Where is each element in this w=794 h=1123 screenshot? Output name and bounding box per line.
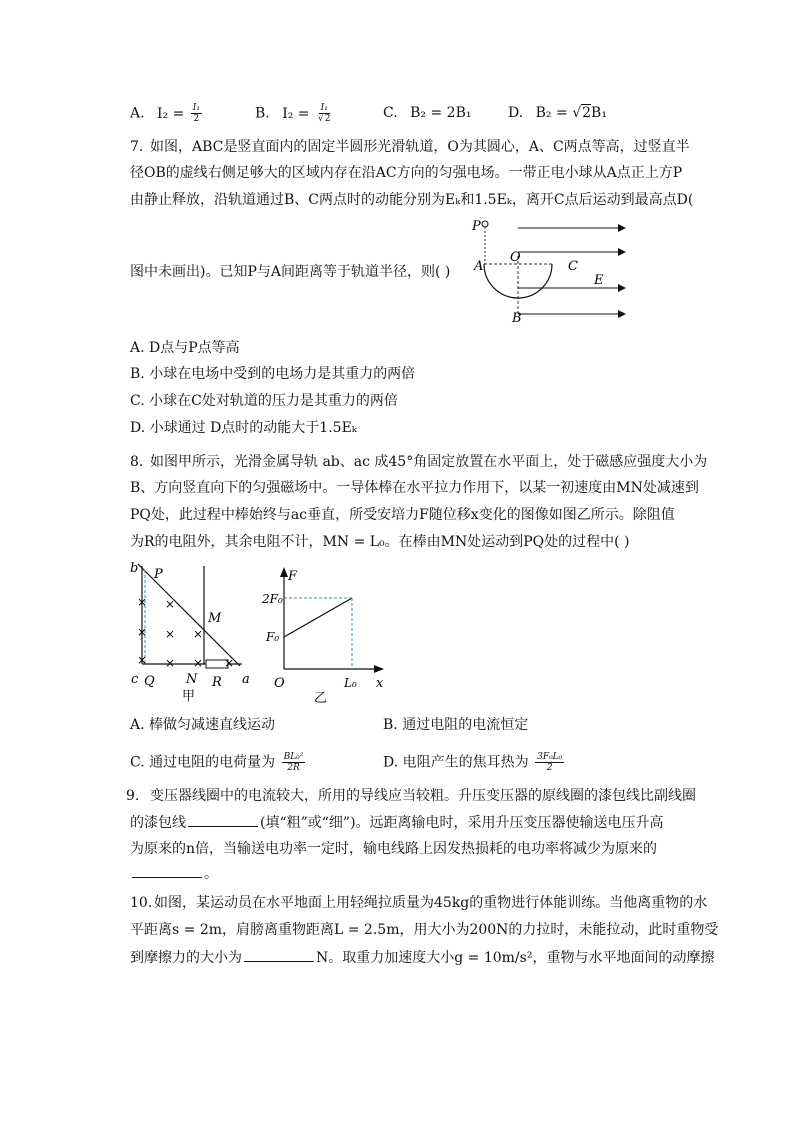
field-cross: × <box>165 597 176 611</box>
q6-a-frac <box>191 103 202 124</box>
label-2f0: 2F₀ <box>262 592 283 606</box>
field-cross: × <box>193 656 204 670</box>
q6-option-b-key: B. <box>255 105 270 122</box>
arrow-icon <box>618 248 626 256</box>
q9-number: 9. <box>126 788 140 804</box>
q6-option-c <box>383 103 471 123</box>
q8-option-a: A. 棒做匀减速直线运动 <box>130 717 276 733</box>
q6-option-d-key: D. <box>508 105 524 121</box>
frac-num: BL₀² <box>283 752 304 762</box>
label-e: E <box>594 273 604 288</box>
q9-line-4-tail: 。 <box>204 866 218 882</box>
q8-option-d <box>383 752 566 773</box>
q6-option-a-key: A. <box>130 105 145 122</box>
field-cross: × <box>193 627 204 641</box>
q6-d-tail: B₁ <box>591 105 607 121</box>
label-q: Q <box>144 674 155 689</box>
arrow-icon <box>618 224 626 232</box>
frac-den: 2R <box>287 763 300 773</box>
q10-line-3-a: 到摩擦力的大小为 <box>130 950 242 966</box>
f-line <box>284 598 352 637</box>
q9-line-2 <box>130 812 664 833</box>
q6-option-c-expr: B₂ = 2B₁ <box>410 105 472 121</box>
q7-line-1: 如图，ABC是竖直面内的固定半圆形光滑轨道，O为其圆心，A、C两点等高，过竖直半 <box>150 139 690 155</box>
q8-option-c-text: C. 通过电阻的电荷量为 <box>130 754 276 771</box>
frac-den: 2 <box>324 114 331 124</box>
q6-option-c-key: C. <box>383 105 398 121</box>
q8-number: 8. <box>130 454 144 470</box>
frac-num: I₁ <box>192 103 200 113</box>
label-c: C <box>568 259 578 274</box>
field-cross: × <box>137 595 148 609</box>
q7-option-b: B. 小球在电场中受到的电场力是其重力的两倍 <box>130 366 416 382</box>
label-origin: O <box>274 676 285 691</box>
q9-line-2-b: (填“粗”或“细”)。远距离输电时，采用升压变压器使输送电压升高 <box>260 815 664 831</box>
figure-caption-jia: 甲 <box>182 689 196 704</box>
q6-option-a <box>130 103 204 124</box>
q10-line-3 <box>130 947 714 968</box>
label-f: F <box>288 569 298 584</box>
label-o: O <box>510 250 521 265</box>
q6-option-d-expr: B₂ = <box>535 105 568 121</box>
label-x: x <box>376 676 384 691</box>
arrow-icon <box>618 310 626 318</box>
q8-option-c <box>130 752 307 773</box>
answer-blank[interactable] <box>244 947 314 962</box>
field-cross: × <box>224 656 235 670</box>
frac-den: 2 <box>546 763 553 773</box>
q6-b-frac: $\frac{\text{I₁}}{√2}$ <box>317 103 331 124</box>
q7-option-a: A. D点与P点等高 <box>130 340 240 356</box>
q8-option-b: B. 通过电阻的电流恒定 <box>383 717 529 733</box>
label-r: R <box>212 675 222 690</box>
label-a: A <box>474 259 484 274</box>
q7-option-d: D. 小球通过 D点时的动能大于1.5Eₖ <box>130 420 357 436</box>
q7-number: 7. <box>130 139 144 155</box>
label-m: M <box>208 611 222 626</box>
label-b: B <box>512 311 522 326</box>
q10-number: 10. <box>130 895 153 911</box>
q8-line-2: B、方向竖直向下的匀强磁场中。一导体棒在水平拉力作用下，以某一初速度由MN处减速到 <box>130 480 699 496</box>
q8-c-frac <box>282 752 306 773</box>
figure-caption-yi: 乙 <box>314 691 328 706</box>
answer-blank[interactable] <box>132 863 202 878</box>
q8-option-d-text: D. 电阻产生的焦耳热为 <box>383 754 529 771</box>
frac-num: 3F₀L₀ <box>537 752 563 762</box>
q6-option-b-expr: I₂ = <box>282 105 310 122</box>
q6-option-d: D. B₂ = √2B₁ <box>508 105 607 121</box>
q7-line-2: 径OB的虚线右侧足够大的区域内存在沿AC方向的匀强电场。一带正电小球从A点正上方P <box>130 165 683 181</box>
label-f0: F₀ <box>266 630 280 644</box>
q6-d-sqrt: 2 <box>582 105 592 121</box>
label-c: c <box>131 672 139 687</box>
ball-p <box>482 221 488 227</box>
q9-line-3: 为原来的n倍，当输送电功率一定时，输电线路上因发热损耗的电功率将减少为原来的 <box>130 841 658 857</box>
field-cross: × <box>165 656 176 670</box>
arrow-right-icon <box>374 665 384 673</box>
q10-line-3-b: N。取重力加速度大小g = 10m/s²，重物与水平地面间的动摩擦 <box>316 950 715 966</box>
q8-line-3: PQ处，此过程中棒始终与ac垂直，所受安培力F随位移x变化的图像如图乙所示。除阻值 <box>130 507 675 523</box>
label-n: N <box>186 672 198 687</box>
q8-figure-jia <box>128 560 258 705</box>
field-cross: × <box>165 627 176 641</box>
field-cross: × <box>137 625 148 639</box>
q10-line-1: 如图，某运动员在水平地面上用轻绳拉质量为45kg的重物进行体能训练。当他离重物的水 <box>154 895 708 911</box>
q8-d-frac <box>535 752 564 773</box>
q8-figure-yi <box>262 565 392 710</box>
q7-figure <box>470 218 630 326</box>
q6-option-b <box>255 103 334 124</box>
frac-num: I₁ <box>320 103 328 113</box>
label-l0: L₀ <box>344 676 357 690</box>
field-cross: × <box>137 653 148 667</box>
arrow-icon <box>618 284 626 292</box>
q7-line-3: 由静止释放，沿轨道通过B、C两点时的动能分别为Eₖ和1.5Eₖ，离开C点后运动到最高点D( <box>130 192 694 208</box>
q7-option-c: C. 小球在C处对轨道的压力是其重力的两倍 <box>130 393 398 409</box>
q10-line-2: 平距离s = 2m，肩膀离重物距离L = 2.5m，用大小为200N的力拉时，未能拉动，此时重物受 <box>130 922 719 938</box>
label-p: P <box>154 567 163 582</box>
q7-line-4: 图中未画出)。已知P与A间距离等于轨道半径，则( ) <box>130 264 451 280</box>
label-a: a <box>242 672 250 687</box>
label-b: b <box>130 561 139 576</box>
q8-line-1: 如图甲所示，光滑金属导轨 ab、ac 成45°角固定放置在水平面上，处于磁感应强度大小为 <box>150 454 708 470</box>
frac-den: 2 <box>193 114 200 124</box>
q9-line-1: 变压器线圈中的电流较大，所用的导线应当较粗。升压变压器的原线圈的漆包线比副线圈 <box>150 788 696 804</box>
q8-line-4: 为R的电阻外，其余电阻不计，MN = L₀。在棒由MN处运动到PQ处的过程中( ) <box>130 534 630 550</box>
answer-blank[interactable] <box>188 812 258 827</box>
q9-line-2-a: 的漆包线 <box>130 815 186 831</box>
label-p: P <box>472 219 481 234</box>
q6-option-a-expr: I₂ = <box>157 105 185 122</box>
arrow-up-icon <box>280 567 288 577</box>
q9-line-4 <box>130 863 218 884</box>
